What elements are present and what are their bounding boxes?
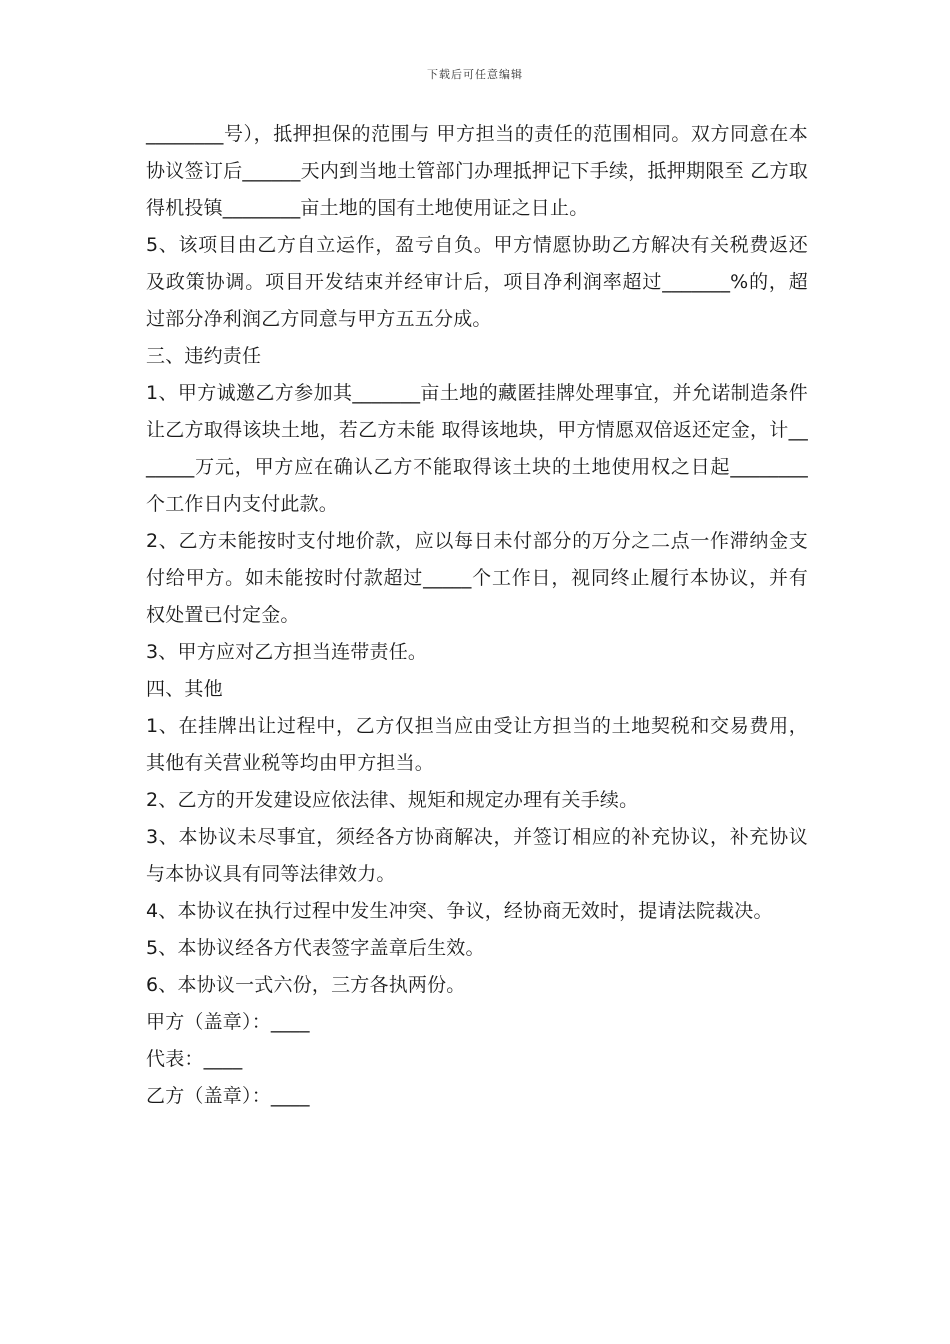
document-body: [146, 116, 808, 1115]
paragraph-mortgage-clause: ________号），抵押担保的范围与 甲方担当的责任的范围相同。双方同意在本协议签订后______天内到当地土管部门办理抵押记下手续，抵押期限至 乙方取得机投镇________亩土地的国有土地使用证之日止。: [146, 123, 808, 219]
paragraph-other-5: 5、本协议经各方代表签字盖章后生效。: [146, 937, 485, 959]
paragraph-breach-3: 3、甲方应对乙方担当连带责任。: [146, 641, 428, 663]
paragraph-other-1: 1、在挂牌出让过程中，乙方仅担当应由受让方担当的土地契税和交易费用，其他有关营业税等均由甲方担当。: [146, 715, 808, 774]
paragraph-breach-1: 1、甲方诚邀乙方参加其_______亩土地的藏匿挂牌处理事宜，并允诺制造条件让乙方取得该块土地，若乙方未能 取得该地块，甲方情愿双倍返还定金，计_______万元，甲方应在确认乙方不能取得该土块的土地使用权之日起________个工作日内支付此款。: [146, 382, 808, 515]
signature-representative: 代表：____: [146, 1048, 243, 1070]
signature-party-a: 甲方（盖章）：____: [146, 1011, 310, 1033]
paragraph-other-6: 6、本协议一式六份，三方各执两份。: [146, 974, 466, 996]
paragraph-other-3: 3、本协议未尽事宜，须经各方协商解决，并签订相应的补充协议，补充协议与本协议具有同等法律效力。: [146, 826, 808, 885]
paragraph-other-4: 4、本协议在执行过程中发生冲突、争议，经协商无效时，提请法院裁决。: [146, 900, 773, 922]
paragraph-other-2: 2、乙方的开发建设应依法律、规矩和规定办理有关手续。: [146, 789, 639, 811]
header-note: 下载后可任意编辑: [427, 68, 523, 81]
paragraph-clause-5-profit: 5、该项目由乙方自立运作，盈亏自负。甲方情愿协助乙方解决有关税费返还及政策协调。项目开发结束并经审计后，项目净利润率超过_______%的，超过部分净利润乙方同意与甲方五五分成。: [146, 234, 808, 330]
paragraph-breach-2: 2、乙方未能按时支付地价款，应以每日未付部分的万分之二点一作滞纳金支付给甲方。如未能按时付款超过_____个工作日，视同终止履行本协议，并有权处置已付定金。: [146, 530, 808, 626]
signature-party-b: 乙方（盖章）：____: [146, 1085, 310, 1107]
section-heading-breach: 三、违约责任: [146, 345, 262, 367]
section-heading-other: 四、其他: [146, 678, 223, 700]
